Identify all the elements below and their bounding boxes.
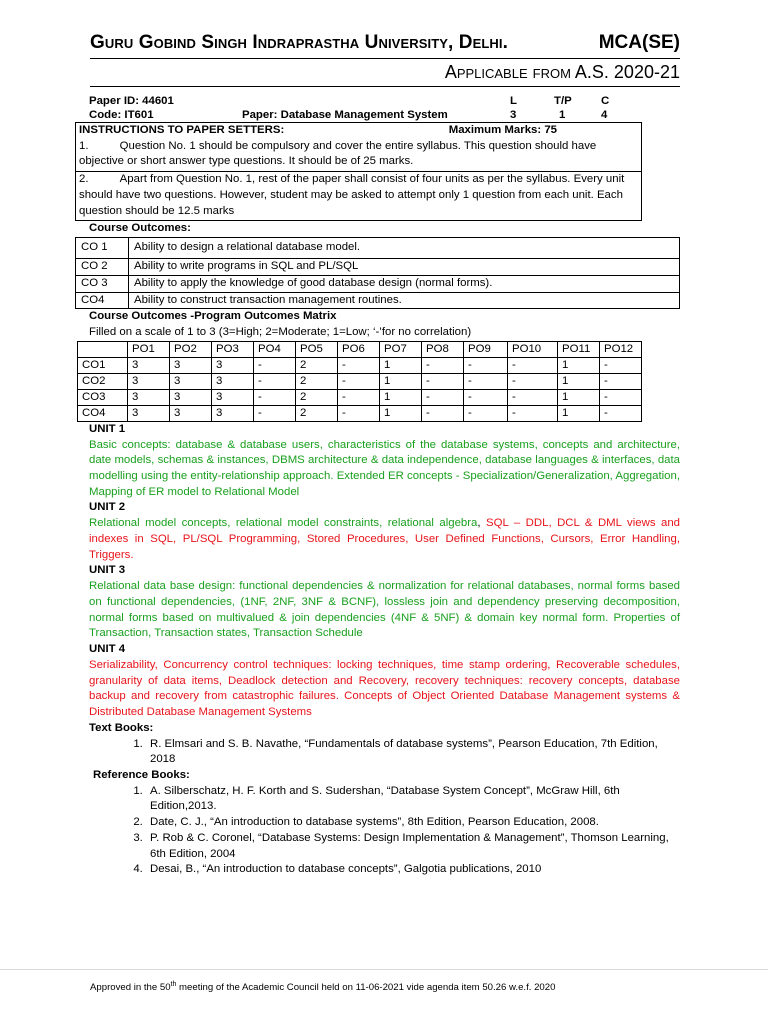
co-id: CO 3 xyxy=(76,275,129,292)
matrix-cell: - xyxy=(422,357,464,373)
matrix-cell: - xyxy=(422,389,464,405)
co-po-matrix xyxy=(77,341,642,422)
paper-meta xyxy=(89,94,680,122)
matrix-cell: 3 xyxy=(212,405,254,421)
unit-3-title: UNIT 3 xyxy=(89,564,126,577)
matrix-cell: 2 xyxy=(296,389,338,405)
matrix-cell: - xyxy=(600,357,642,373)
c-value: 4 xyxy=(601,109,608,121)
max-marks: Maximum Marks: 75 xyxy=(448,124,557,136)
matrix-cell: 3 xyxy=(212,357,254,373)
matrix-header-row xyxy=(78,341,642,357)
footer-note xyxy=(90,980,555,994)
matrix-cell: 3 xyxy=(170,357,212,373)
instruction-1-text: Question No. 1 should be compulsory and cover the entire syllabus. This question should have objective or short answer type questions. It should be of 25 marks. xyxy=(79,139,597,168)
text-books-heading: Text Books: xyxy=(89,721,154,734)
matrix-cell: 3 xyxy=(170,389,212,405)
matrix-cell: 2 xyxy=(296,405,338,421)
matrix-cell: 1 xyxy=(380,373,422,389)
co-id: CO 2 xyxy=(76,259,129,276)
matrix-cell: 1 xyxy=(558,357,600,373)
matrix-cell: - xyxy=(600,405,642,421)
reference-books-list xyxy=(126,784,680,878)
matrix-column-header: PO6 xyxy=(338,341,380,357)
matrix-row xyxy=(78,373,642,389)
paper-id: Paper ID: 44601 xyxy=(89,95,174,107)
co-row xyxy=(76,275,680,292)
matrix-column-header: PO8 xyxy=(422,341,464,357)
footer-sup: th xyxy=(170,981,177,988)
matrix-cell: - xyxy=(254,405,296,421)
matrix-cell: 3 xyxy=(128,373,170,389)
instruction-1-number: 1. xyxy=(79,139,89,152)
matrix-cell: 3 xyxy=(128,389,170,405)
unit-1-text: Basic concepts: database & database users, characteristics of the database systems, concepts and architecture, date models, schemas & instances, DBMS architecture & data independence, database languages & interfaces, data modelling using the entity-relationship approach. Extended ER concepts - Specialization/Generalization, Aggregation, Mapping of ER model to Relational Model xyxy=(89,438,680,498)
instruction-2-number: 2. xyxy=(79,173,89,186)
text-books-list xyxy=(126,737,680,768)
instructions-heading: INSTRUCTIONS TO PAPER SETTERS: xyxy=(79,124,285,136)
footer-pre: Approved in the 50 xyxy=(90,982,171,994)
reference-book-item: 2. Date, C. J., “An introduction to database systems”, 8th Edition, Pearson Education, 2008. xyxy=(146,815,680,831)
instructions-table xyxy=(75,122,642,221)
matrix-row-label: CO1 xyxy=(78,357,128,373)
matrix-row xyxy=(78,389,642,405)
matrix-cell: - xyxy=(508,389,558,405)
text-book-item: 1. R. Elmsari and S. B. Navathe, “Fundamentals of database systems”, Pearson Education, 7th Edition, 2018 xyxy=(146,737,680,768)
matrix-cell: 3 xyxy=(128,357,170,373)
reference-books-heading: Reference Books: xyxy=(93,768,190,781)
page-header xyxy=(90,30,680,87)
co-id: CO4 xyxy=(76,292,129,309)
matrix-column-header xyxy=(78,341,128,357)
co-text: Ability to construct transaction management routines. xyxy=(129,292,680,309)
unit-1-title: UNIT 1 xyxy=(89,422,126,435)
matrix-row-label: CO4 xyxy=(78,405,128,421)
matrix-cell: 1 xyxy=(380,357,422,373)
matrix-cell: 2 xyxy=(296,357,338,373)
matrix-cell: - xyxy=(422,405,464,421)
university-name: Guru Gobind Singh Indraprastha University, Delhi. xyxy=(90,32,508,53)
matrix-row-label: CO3 xyxy=(78,389,128,405)
co-row xyxy=(76,259,680,276)
matrix-cell: - xyxy=(338,357,380,373)
matrix-heading: Course Outcomes -Program Outcomes Matrix xyxy=(89,310,337,323)
applicable-year: Applicable from A.S. 2020-21 xyxy=(90,59,680,87)
paper-name: Paper: Database Management System xyxy=(242,109,448,121)
reference-book-item: 3. P. Rob & C. Coronel, “Database Systems: Design Implementation & Management”, Thomson Learning, 6th Edition, 2004 xyxy=(146,831,680,862)
matrix-cell: - xyxy=(338,405,380,421)
instruction-2 xyxy=(76,172,642,221)
matrix-cell: - xyxy=(464,389,508,405)
matrix-cell: 1 xyxy=(558,373,600,389)
matrix-cell: 3 xyxy=(212,373,254,389)
unit-2-text-red: SQL – DDL, DCL & DML views and indexes in SQL, PL/SQL Programming, Stored Procedures, User Defined Functions, Cursors, Error Handling, Triggers. xyxy=(89,517,680,561)
matrix-cell: 3 xyxy=(170,405,212,421)
matrix-cell: 1 xyxy=(380,405,422,421)
reference-book-item: 4. Desai, B., “An introduction to database concepts”, Galgotia publications, 2010 xyxy=(146,862,680,878)
co-text: Ability to write programs in SQL and PL/SQL xyxy=(129,259,680,276)
l-label: L xyxy=(510,95,517,107)
matrix-cell: - xyxy=(254,357,296,373)
matrix-cell: - xyxy=(464,357,508,373)
matrix-cell: - xyxy=(338,389,380,405)
course-outcomes-table xyxy=(75,237,680,309)
matrix-column-header: PO10 xyxy=(508,341,558,357)
document-body xyxy=(75,94,680,878)
matrix-cell: 3 xyxy=(170,373,212,389)
matrix-cell: 1 xyxy=(558,405,600,421)
unit-3-text: Relational data base design: functional dependencies & normalization for relational databases, normal forms based on functional dependencies, (1NF, 2NF, 3NF & BCNF), lossless join and dependency preserving decomposition, normal forms based on multivalued & join dependencies (4NF & 5NF) & domain key normal form. Properties of Transaction, Transaction states, Transaction Schedule xyxy=(89,580,680,640)
unit-2-title: UNIT 2 xyxy=(89,501,126,514)
paper-code: Code: IT601 xyxy=(89,109,154,121)
reference-book-item: 1. A. Silberschatz, H. F. Korth and S. Sudershan, “Database System Concept”, McGraw Hill, 6th Edition,2013. xyxy=(146,784,680,815)
matrix-row xyxy=(78,405,642,421)
matrix-cell: - xyxy=(600,373,642,389)
program-name: MCA(SE) xyxy=(598,32,680,53)
matrix-column-header: PO11 xyxy=(558,341,600,357)
course-outcomes-heading: Course Outcomes: xyxy=(89,222,191,235)
co-id: CO 1 xyxy=(76,238,129,259)
matrix-column-header: PO4 xyxy=(254,341,296,357)
unit-4-title: UNIT 4 xyxy=(89,643,126,656)
instruction-2-text: Apart from Question No. 1, rest of the paper shall consist of four units as per the syllabus. Every unit should have two questions. However, student may be asked to attempt only 1 question from each unit. Each question should be 12.5 marks xyxy=(79,173,625,217)
matrix-cell: 2 xyxy=(296,373,338,389)
matrix-row xyxy=(78,357,642,373)
matrix-cell: - xyxy=(422,373,464,389)
unit-4-text: Serializability, Concurrency control techniques: locking techniques, time stamp ordering, Recoverable schedules, granularity of data items, Deadlock detection and Recovery, recovery techniques: recovery concepts, database backup and recovery from catastrophic failures. Concepts of Object Oriented Database Management systems & Distributed Database Management Systems xyxy=(89,658,680,719)
footer-divider xyxy=(0,969,768,970)
matrix-column-header: PO9 xyxy=(464,341,508,357)
matrix-column-header: PO12 xyxy=(600,341,642,357)
matrix-column-header: PO7 xyxy=(380,341,422,357)
c-label: C xyxy=(601,95,610,107)
matrix-cell: - xyxy=(508,373,558,389)
co-text: Ability to design a relational database model. xyxy=(129,238,680,259)
co-row xyxy=(76,238,680,259)
tp-value: 1 xyxy=(559,109,566,121)
co-row xyxy=(76,292,680,309)
matrix-cell: - xyxy=(254,373,296,389)
matrix-cell: 3 xyxy=(212,389,254,405)
matrix-cell: - xyxy=(464,405,508,421)
matrix-cell: - xyxy=(338,373,380,389)
matrix-column-header: PO2 xyxy=(170,341,212,357)
matrix-cell: 3 xyxy=(128,405,170,421)
matrix-cell: - xyxy=(600,389,642,405)
unit-2-text-green: Relational model concepts, relational model constraints, relational algebra xyxy=(89,517,478,530)
matrix-column-header: PO1 xyxy=(128,341,170,357)
co-text: Ability to apply the knowledge of good database design (normal forms). xyxy=(129,275,680,292)
matrix-column-header: PO5 xyxy=(296,341,338,357)
matrix-cell: - xyxy=(254,389,296,405)
matrix-scale-note: Filled on a scale of 1 to 3 (3=High; 2=Moderate; 1=Low; ‘-’for no correlation) xyxy=(89,326,472,339)
matrix-cell: 1 xyxy=(380,389,422,405)
matrix-column-header: PO3 xyxy=(212,341,254,357)
footer-post: meeting of the Academic Council held on 11-06-2021 vide agenda item 50.26 w.e.f. 2020 xyxy=(176,982,556,994)
tp-label: T/P xyxy=(554,95,572,107)
matrix-row-label: CO2 xyxy=(78,373,128,389)
matrix-cell: - xyxy=(508,357,558,373)
matrix-cell: - xyxy=(508,405,558,421)
matrix-cell: 1 xyxy=(558,389,600,405)
unit-2-text: Relational model concepts, relational model constraints, relational algebra, SQL – DDL, DCL & DML views and indexes in SQL, PL/SQL Programming, Stored Procedures, User Defined Functions, Cursors, Error Handling, Triggers. xyxy=(89,517,680,561)
instructions-header xyxy=(76,123,642,172)
l-value: 3 xyxy=(510,109,517,121)
matrix-cell: - xyxy=(464,373,508,389)
